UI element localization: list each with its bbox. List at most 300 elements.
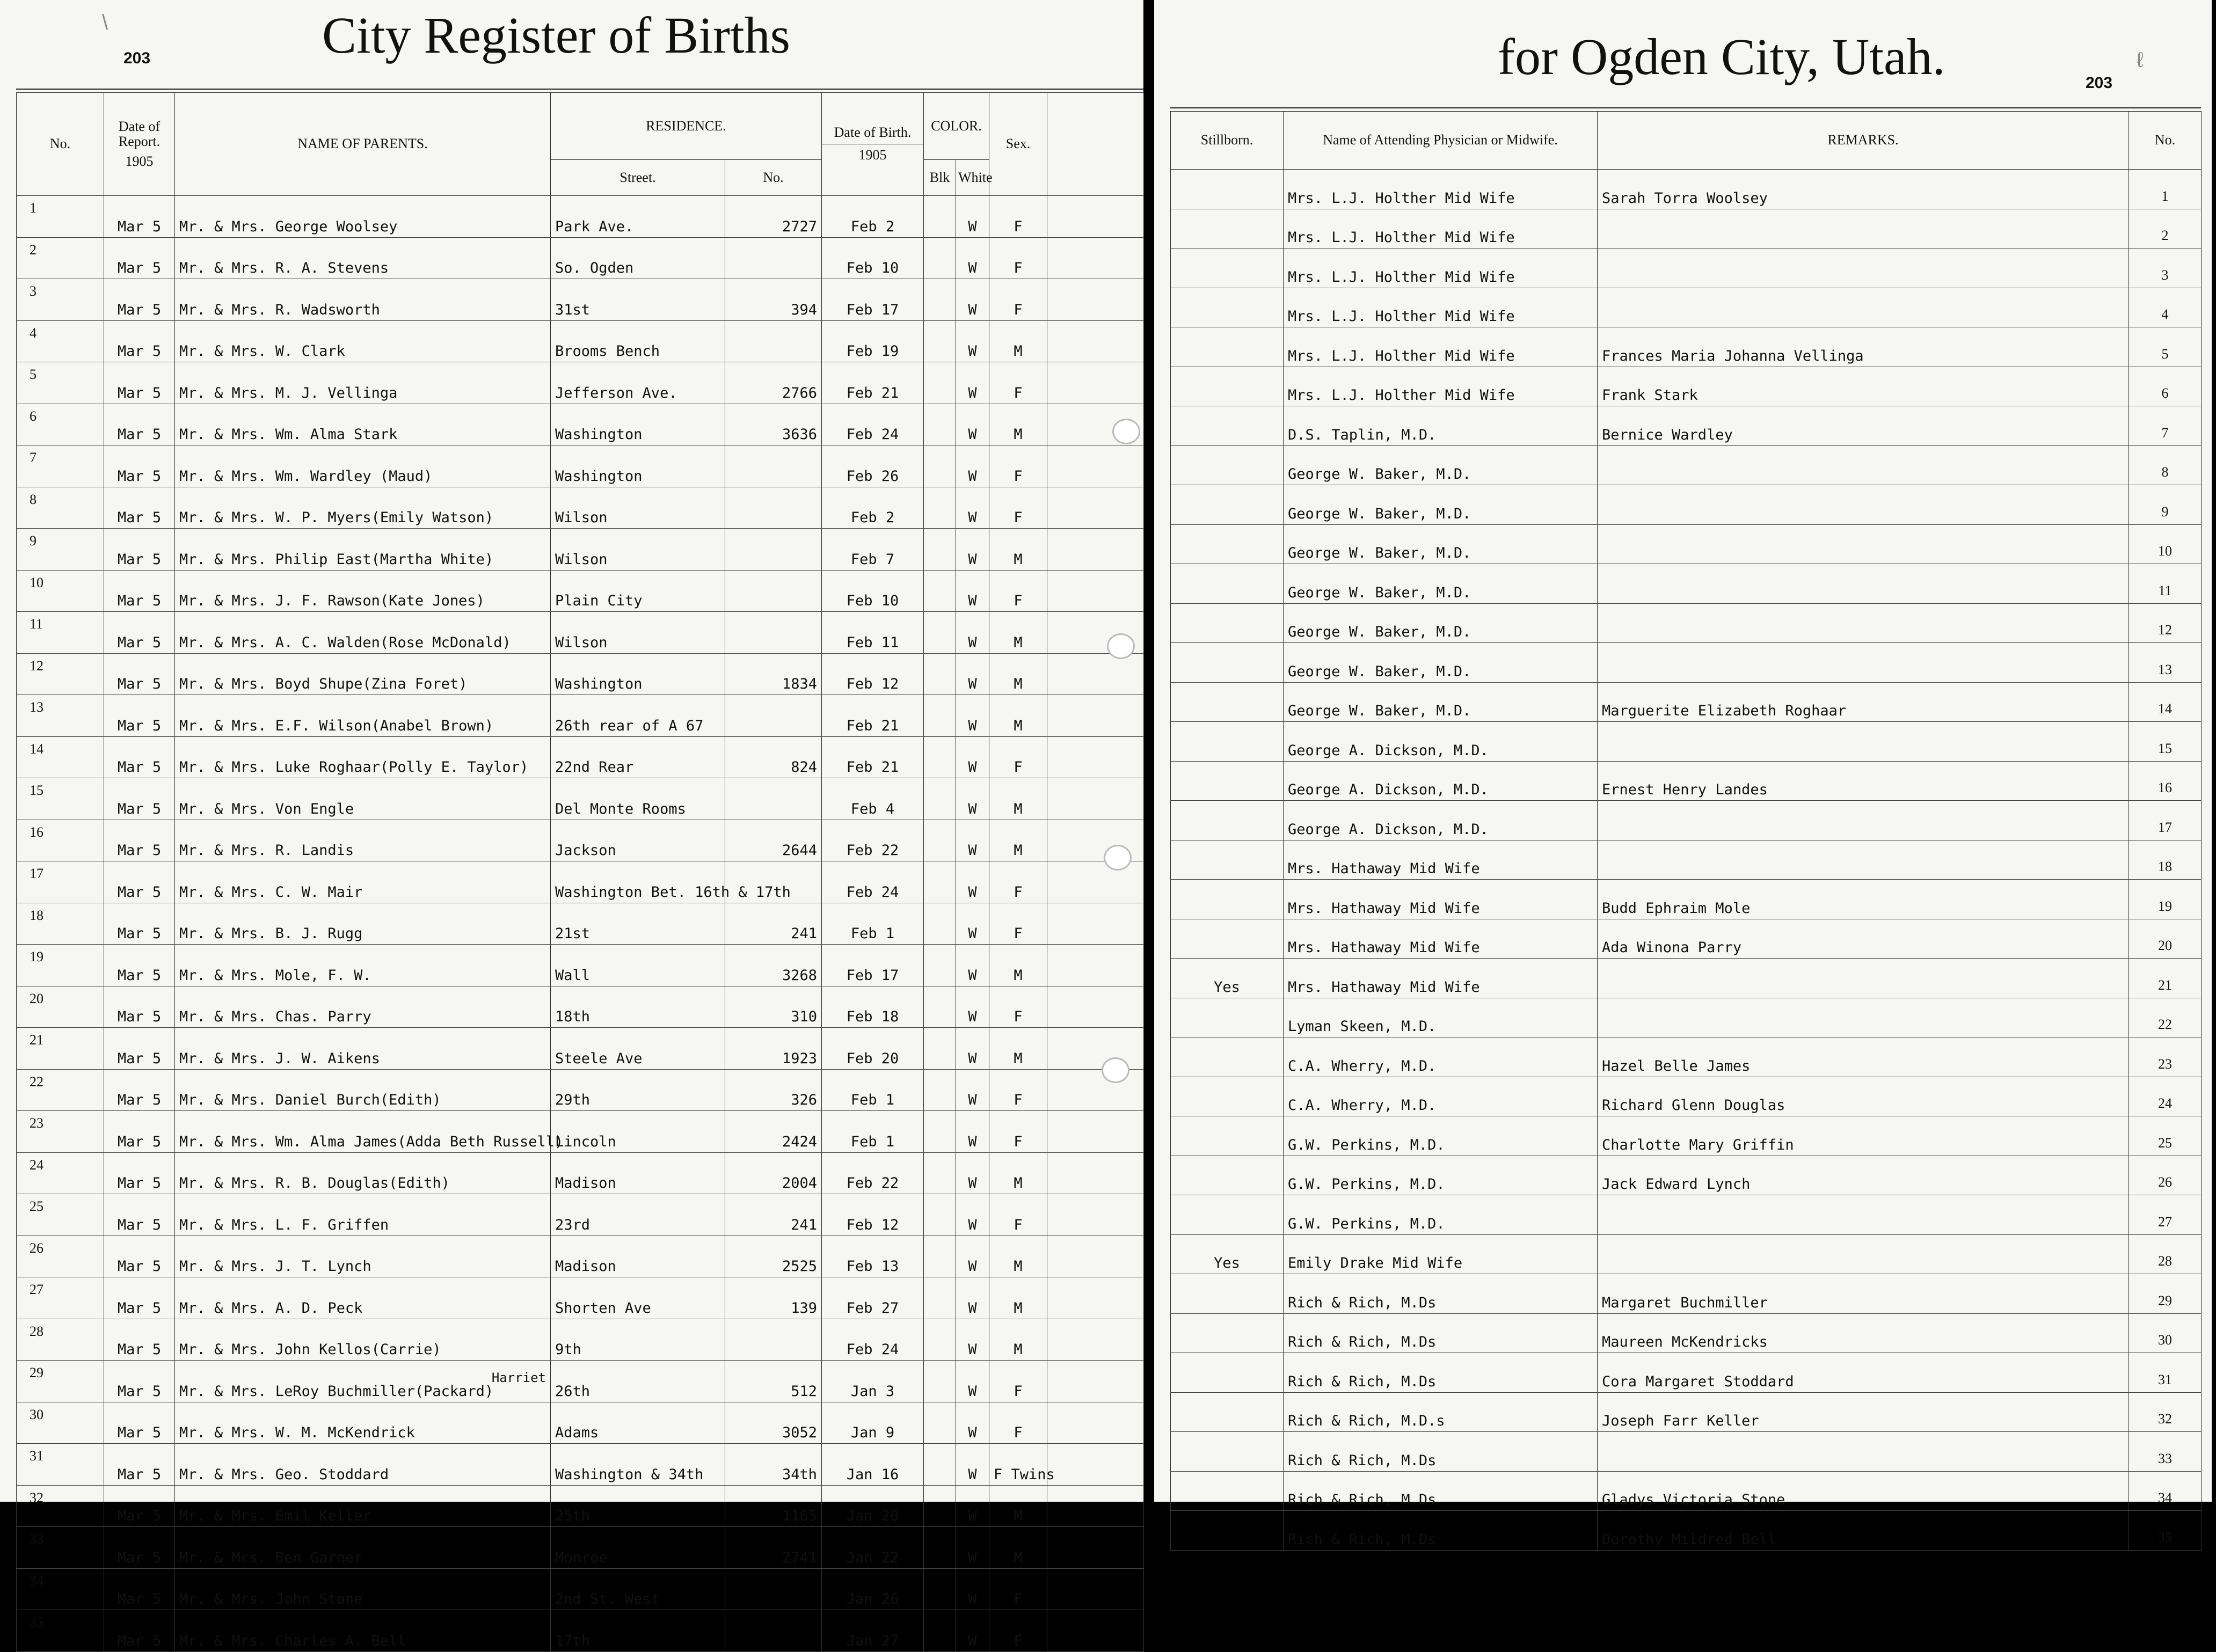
stillborn <box>1171 722 1284 762</box>
stillborn <box>1171 367 1284 406</box>
table-row <box>17 320 1144 362</box>
parents-name <box>175 404 551 445</box>
date-of-birth: Feb 12 <box>822 653 924 695</box>
table-row <box>17 279 1144 321</box>
remarks <box>1598 445 2129 485</box>
stillborn: Yes <box>1171 1234 1284 1274</box>
color-white: W <box>956 1485 989 1527</box>
color-white: W <box>956 1028 989 1070</box>
sex: M <box>989 945 1047 986</box>
color-blk <box>924 1111 956 1153</box>
residence-street: Washington <box>551 653 725 695</box>
remarks: Charlotte Mary Griffin <box>1598 1116 2129 1156</box>
entry-number-right: 9 <box>2129 485 2202 525</box>
date-of-report: Mar 5 <box>104 237 175 279</box>
col-header-blank <box>1047 93 1144 196</box>
date-of-birth: Feb 7 <box>822 529 924 571</box>
parents-name <box>175 1402 551 1444</box>
remarks <box>1598 801 2129 840</box>
sex: F <box>989 362 1047 404</box>
stillborn <box>1171 1274 1284 1314</box>
table-row <box>1171 761 2202 801</box>
entry-number-right: 32 <box>2129 1392 2202 1432</box>
blank-cell <box>1047 1568 1144 1610</box>
table-row <box>17 653 1144 695</box>
table-row <box>17 1111 1144 1153</box>
entry-number: 5 <box>17 362 104 404</box>
color-white: W <box>956 1236 989 1277</box>
sex: F Twins <box>989 1444 1047 1486</box>
header-rule <box>1170 107 2201 108</box>
residence-number: 241 <box>725 903 822 945</box>
entry-number: 4 <box>17 320 104 362</box>
parents-name-text: Mr. & Mrs. A. C. Walden(Rose McDonald) <box>179 634 511 651</box>
table-row <box>17 861 1144 903</box>
blank-cell <box>1047 487 1144 529</box>
table-row <box>17 1152 1144 1194</box>
table-row <box>17 1402 1144 1444</box>
parents-name <box>175 653 551 695</box>
table-row <box>17 986 1144 1028</box>
remarks: Budd Ephraim Mole <box>1598 880 2129 919</box>
entry-number-right: 33 <box>2129 1432 2202 1472</box>
table-row <box>17 1028 1144 1070</box>
attending-physician: Mrs. Hathaway Mid Wife <box>1284 919 1598 959</box>
remarks: Ada Winona Parry <box>1598 919 2129 959</box>
table-row <box>1171 1156 2202 1195</box>
entry-number: 17 <box>17 861 104 903</box>
color-white: W <box>956 1444 989 1486</box>
entry-number: 21 <box>17 1028 104 1070</box>
color-white: W <box>956 1319 989 1361</box>
parents-name <box>175 362 551 404</box>
table-row <box>17 1277 1144 1319</box>
table-row <box>1171 406 2202 446</box>
stillborn <box>1171 209 1284 248</box>
table-row <box>1171 327 2202 367</box>
blank-cell <box>1047 1402 1144 1444</box>
color-white: W <box>956 861 989 903</box>
color-white: W <box>956 1402 989 1444</box>
entry-number: 15 <box>17 778 104 820</box>
blank-cell <box>1047 570 1144 612</box>
table-row <box>1171 1313 2202 1353</box>
residence-street: Adams <box>551 1402 725 1444</box>
color-white: W <box>956 237 989 279</box>
parents-name-text: Mr. & Mrs. Emil Keller <box>179 1508 371 1524</box>
stillborn <box>1171 445 1284 485</box>
date-of-report: Mar 5 <box>104 612 175 654</box>
color-white: W <box>956 695 989 737</box>
birth-register-right-table <box>1170 111 2202 1551</box>
parents-name <box>175 1361 551 1402</box>
sex: M <box>989 1152 1047 1194</box>
parents-name-text: Mr. & Mrs. Boyd Shupe(Zina Foret) <box>179 676 468 692</box>
date-of-report: Mar 5 <box>104 1152 175 1194</box>
attending-physician: George A. Dickson, M.D. <box>1284 761 1598 801</box>
residence-street: So. Ogden <box>551 237 725 279</box>
parents-name-text: Mr. & Mrs. George Woolsey <box>179 218 398 235</box>
sex: F <box>989 861 1047 903</box>
blank-cell <box>1047 861 1144 903</box>
table-row <box>1171 170 2202 209</box>
table-row <box>17 612 1144 654</box>
entry-number-right: 6 <box>2129 367 2202 406</box>
attending-physician: Rich & Rich, M.Ds <box>1284 1274 1598 1314</box>
parents-name-text: Mr. & Mrs. R. Landis <box>179 842 354 859</box>
color-white: W <box>956 404 989 445</box>
date-of-report: Mar 5 <box>104 445 175 487</box>
table-row <box>17 487 1144 529</box>
color-white: W <box>956 445 989 487</box>
remarks <box>1598 564 2129 604</box>
header-rule <box>16 89 1143 90</box>
entry-number-right: 15 <box>2129 722 2202 762</box>
color-blk <box>924 1444 956 1486</box>
residence-street: 18th <box>551 986 725 1028</box>
date-of-birth: Feb 24 <box>822 861 924 903</box>
blank-cell <box>1047 1194 1144 1236</box>
remarks: Cora Margaret Stoddard <box>1598 1353 2129 1393</box>
date-of-birth: Feb 17 <box>822 279 924 321</box>
attending-physician: Rich & Rich, M.Ds <box>1284 1313 1598 1353</box>
date-of-report: Mar 5 <box>104 1527 175 1569</box>
attending-physician: Mrs. L.J. Holther Mid Wife <box>1284 209 1598 248</box>
blank-cell <box>1047 237 1144 279</box>
parents-name <box>175 1277 551 1319</box>
parents-name <box>175 695 551 737</box>
entry-number: 23 <box>17 1111 104 1153</box>
date-of-report: Mar 5 <box>104 1568 175 1610</box>
date-of-birth: Feb 10 <box>822 237 924 279</box>
table-row <box>1171 880 2202 919</box>
residence-number: 3636 <box>725 404 822 445</box>
table-row <box>1171 1274 2202 1314</box>
blank-cell <box>1047 1485 1144 1527</box>
attending-physician: George W. Baker, M.D. <box>1284 564 1598 604</box>
color-blk <box>924 820 956 861</box>
parents-name <box>175 736 551 778</box>
table-row <box>17 1527 1144 1569</box>
date-of-report: Mar 5 <box>104 1194 175 1236</box>
attending-physician: George W. Baker, M.D. <box>1284 682 1598 722</box>
entry-number: 18 <box>17 903 104 945</box>
table-row <box>17 1361 1144 1402</box>
color-white: W <box>956 487 989 529</box>
residence-street: Brooms Bench <box>551 320 725 362</box>
table-row <box>1171 1353 2202 1393</box>
residence-street: Shorten Ave <box>551 1277 725 1319</box>
blank-cell <box>1047 362 1144 404</box>
entry-number-right: 19 <box>2129 880 2202 919</box>
parents-name-text: Mr. & Mrs. Chas. Parry <box>179 1008 371 1025</box>
residence-number: 139 <box>725 1277 822 1319</box>
entry-number-right: 2 <box>2129 209 2202 248</box>
table-row <box>1171 603 2202 643</box>
residence-street: Jackson <box>551 820 725 861</box>
stillborn <box>1171 840 1284 880</box>
attending-physician: George A. Dickson, M.D. <box>1284 801 1598 840</box>
date-of-report: Mar 5 <box>104 1277 175 1319</box>
entry-number: 8 <box>17 487 104 529</box>
date-of-report: Mar 5 <box>104 653 175 695</box>
color-blk <box>924 612 956 654</box>
sex: M <box>989 695 1047 737</box>
remarks <box>1598 722 2129 762</box>
color-white: W <box>956 736 989 778</box>
date-of-report: Mar 5 <box>104 861 175 903</box>
date-of-report: Mar 5 <box>104 487 175 529</box>
remarks: Gladys Victoria Stone <box>1598 1471 2129 1511</box>
entry-number-right: 1 <box>2129 170 2202 209</box>
table-row <box>17 736 1144 778</box>
residence-street: 31st <box>551 279 725 321</box>
date-of-birth-label: Date of Birth. <box>834 125 912 141</box>
date-of-report-year: 1905 <box>125 153 154 169</box>
residence-number: 326 <box>725 1069 822 1111</box>
attending-physician: D.S. Taplin, M.D. <box>1284 406 1598 446</box>
date-of-report: Mar 5 <box>104 196 175 238</box>
parents-name-text: Mr. & Mrs. Geo. Stoddard <box>179 1466 389 1483</box>
remarks: Maureen McKendricks <box>1598 1313 2129 1353</box>
color-blk <box>924 196 956 238</box>
color-blk <box>924 1402 956 1444</box>
entry-number-right: 4 <box>2129 288 2202 327</box>
attending-physician: George W. Baker, M.D. <box>1284 485 1598 525</box>
residence-number: 2424 <box>725 1111 822 1153</box>
residence-number: 310 <box>725 986 822 1028</box>
date-of-birth: Feb 22 <box>822 1152 924 1194</box>
color-blk <box>924 778 956 820</box>
table-row <box>1171 840 2202 880</box>
color-blk <box>924 1610 956 1652</box>
parents-name-text: Mr. & Mrs. J. W. Aikens <box>179 1050 380 1067</box>
table-row <box>17 1485 1144 1527</box>
binder-hole <box>1102 1057 1129 1083</box>
sex: F <box>989 237 1047 279</box>
table-row <box>1171 682 2202 722</box>
stillborn <box>1171 880 1284 919</box>
table-row <box>1171 485 2202 525</box>
attending-physician: Rich & Rich, M.Ds <box>1284 1353 1598 1393</box>
parents-name-text: Mr. & Mrs. L. F. Griffen <box>179 1216 389 1233</box>
remarks <box>1598 1432 2129 1472</box>
attending-physician: Emily Drake Mid Wife <box>1284 1234 1598 1274</box>
attending-physician: Mrs. L.J. Holther Mid Wife <box>1284 248 1598 288</box>
sex: M <box>989 1319 1047 1361</box>
sex: F <box>989 1069 1047 1111</box>
attending-physician: Mrs. Hathaway Mid Wife <box>1284 959 1598 998</box>
entry-number-right: 27 <box>2129 1195 2202 1235</box>
col-header-sex: Sex. <box>989 93 1047 196</box>
entry-number-right: 14 <box>2129 682 2202 722</box>
stillborn <box>1171 564 1284 604</box>
color-white: W <box>956 1152 989 1194</box>
date-of-birth: Feb 18 <box>822 986 924 1028</box>
color-blk <box>924 861 956 903</box>
table-row <box>17 1236 1144 1277</box>
parents-name-text: Mr. & Mrs. W. M. McKendrick <box>179 1424 415 1441</box>
stillborn <box>1171 682 1284 722</box>
residence-number: 2644 <box>725 820 822 861</box>
residence-number: 241 <box>725 1194 822 1236</box>
color-blk <box>924 320 956 362</box>
parents-name-text: Mr. & Mrs. R. B. Douglas(Edith) <box>179 1175 450 1192</box>
entry-number: 22 <box>17 1069 104 1111</box>
sex: M <box>989 404 1047 445</box>
entry-number: 28 <box>17 1319 104 1361</box>
parents-name <box>175 1485 551 1527</box>
table-row <box>1171 445 2202 485</box>
date-of-birth: Jan 9 <box>822 1402 924 1444</box>
parents-name-text: Mr. & Mrs. Wm. Alma Stark <box>179 426 398 443</box>
date-of-report: Mar 5 <box>104 695 175 737</box>
table-row <box>1171 919 2202 959</box>
table-row <box>1171 248 2202 288</box>
parents-name-text: Mr. & Mrs. A. D. Peck <box>179 1299 363 1317</box>
residence-number <box>725 1610 822 1652</box>
residence-number <box>725 612 822 654</box>
residence-street: Washington Bet. 16th & 17th <box>551 861 725 903</box>
stillborn <box>1171 919 1284 959</box>
pencil-mark: ℓ <box>2137 48 2144 72</box>
blank-cell <box>1047 529 1144 571</box>
table-row <box>1171 1432 2202 1472</box>
parents-name-text: Mr. & Mrs. R. A. Stevens <box>179 260 389 276</box>
sex: F <box>989 903 1047 945</box>
date-of-birth: Feb 4 <box>822 778 924 820</box>
residence-street: Madison <box>551 1152 725 1194</box>
parents-name <box>175 1111 564 1153</box>
parents-name <box>175 1319 551 1361</box>
entry-number-right: 35 <box>2129 1511 2202 1551</box>
stillborn <box>1171 1037 1284 1077</box>
residence-street: Del Monte Rooms <box>551 778 725 820</box>
stillborn <box>1171 761 1284 801</box>
stillborn <box>1171 801 1284 840</box>
residence-number: 512 <box>725 1361 822 1402</box>
residence-number: 1165 <box>725 1485 822 1527</box>
color-blk <box>924 986 956 1028</box>
remarks <box>1598 1234 2129 1274</box>
attending-physician: Mrs. L.J. Holther Mid Wife <box>1284 367 1598 406</box>
sex: F <box>989 445 1047 487</box>
date-of-birth: Feb 1 <box>822 1111 924 1153</box>
color-white: W <box>956 653 989 695</box>
attending-physician: Mrs. L.J. Holther Mid Wife <box>1284 170 1598 209</box>
date-of-report: Mar 5 <box>104 1402 175 1444</box>
sex: F <box>989 1111 1047 1153</box>
stillborn <box>1171 643 1284 683</box>
sex: F <box>989 279 1047 321</box>
parents-name <box>175 1236 551 1277</box>
date-of-birth: Feb 27 <box>822 1277 924 1319</box>
table-row <box>17 1319 1144 1361</box>
stillborn <box>1171 1195 1284 1235</box>
binder-hole <box>1104 845 1132 871</box>
right-page-number: 203 <box>2086 74 2113 92</box>
color-white: W <box>956 279 989 321</box>
right-register-page <box>1154 0 2212 1548</box>
parents-name-text: Mr. & Mrs. W. P. Myers(Emily Watson) <box>179 509 494 526</box>
color-blk <box>924 945 956 986</box>
color-white: W <box>956 1111 989 1153</box>
remarks: Bernice Wardley <box>1598 406 2129 446</box>
color-blk <box>924 404 956 445</box>
entry-number-right: 18 <box>2129 840 2202 880</box>
parents-name <box>175 1444 551 1486</box>
parents-name <box>175 320 551 362</box>
sex: F <box>989 196 1047 238</box>
col-header-date-of-birth <box>822 93 924 196</box>
color-blk <box>924 1194 956 1236</box>
residence-number: 2741 <box>725 1527 822 1569</box>
residence-street: Wilson <box>551 612 725 654</box>
date-of-report: Mar 5 <box>104 736 175 778</box>
date-of-birth: Feb 21 <box>822 736 924 778</box>
parents-name-text: Mr. & Mrs. Daniel Burch(Edith) <box>179 1092 441 1108</box>
residence-street: 22nd Rear <box>551 736 725 778</box>
parents-name-text: Mr. & Mrs. Wm. Alma James(Adda Beth Russell) <box>179 1133 564 1150</box>
table-row <box>1171 722 2202 762</box>
entry-number-right: 29 <box>2129 1274 2202 1314</box>
parents-name <box>175 1610 551 1652</box>
entry-number-right: 30 <box>2129 1313 2202 1353</box>
date-of-report: Mar 5 <box>104 1610 175 1652</box>
entry-number-right: 16 <box>2129 761 2202 801</box>
attending-physician: Mrs. L.J. Holther Mid Wife <box>1284 327 1598 367</box>
date-of-birth-year: 1905 <box>822 144 923 163</box>
date-of-birth: Feb 20 <box>822 1028 924 1070</box>
residence-number: 2525 <box>725 1236 822 1277</box>
color-blk <box>924 279 956 321</box>
sex: F <box>989 1402 1047 1444</box>
stillborn <box>1171 1392 1284 1432</box>
stillborn <box>1171 485 1284 525</box>
parents-name <box>175 279 551 321</box>
residence-number <box>725 778 822 820</box>
stillborn <box>1171 170 1284 209</box>
remarks: Hazel Belle James <box>1598 1037 2129 1077</box>
entry-number: 2 <box>17 237 104 279</box>
date-of-birth: Feb 12 <box>822 1194 924 1236</box>
residence-street: 23rd <box>551 1194 725 1236</box>
color-white: W <box>956 778 989 820</box>
entry-number: 31 <box>17 1444 104 1486</box>
attending-physician: C.A. Wherry, M.D. <box>1284 1037 1598 1077</box>
table-row <box>1171 209 2202 248</box>
color-white: W <box>956 1610 989 1652</box>
col-header-color: COLOR. <box>924 93 989 160</box>
table-row <box>17 778 1144 820</box>
entry-number-right: 5 <box>2129 327 2202 367</box>
color-blk <box>924 1361 956 1402</box>
table-row <box>17 903 1144 945</box>
date-of-report: Mar 5 <box>104 1028 175 1070</box>
blank-cell <box>1047 1111 1144 1153</box>
entry-number: 10 <box>17 570 104 612</box>
color-white: W <box>956 903 989 945</box>
date-of-report-label: Date of Report. <box>118 118 161 150</box>
parents-name <box>175 529 551 571</box>
parents-name <box>175 445 551 487</box>
date-of-birth: Feb 1 <box>822 903 924 945</box>
stillborn <box>1171 406 1284 446</box>
table-row <box>1171 288 2202 327</box>
remarks: Dorothy Mildred Bell <box>1598 1511 2129 1551</box>
residence-street: 17th <box>551 1610 725 1652</box>
entry-number-right: 23 <box>2129 1037 2202 1077</box>
